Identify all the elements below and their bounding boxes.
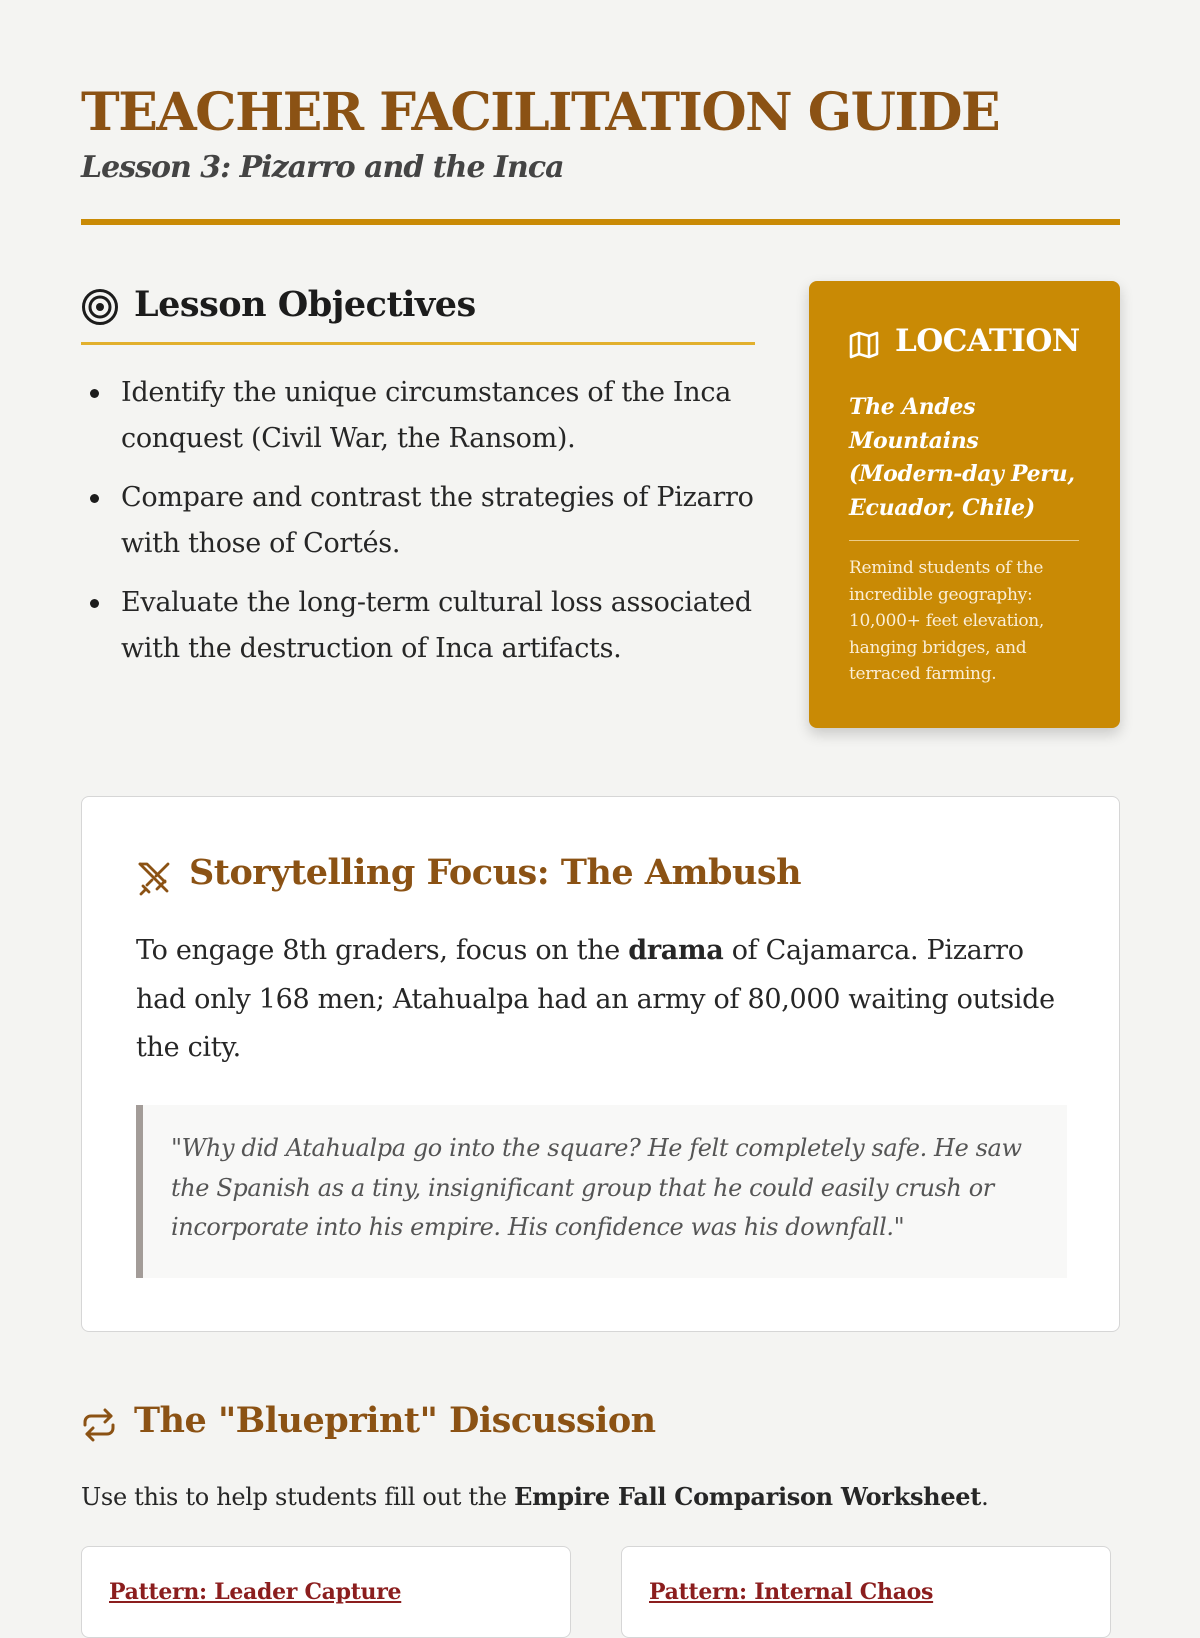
pattern-title: Pattern: Internal Chaos [649, 1579, 934, 1605]
storytelling-card [81, 796, 1120, 1332]
bullet-icon [90, 494, 99, 503]
blueprint-intro-text: Use this to help students fill out the [81, 1483, 515, 1511]
objectives-heading-text: Lesson Objectives [134, 284, 476, 325]
objective-text: Identify the unique circumstances of the Inca conquest (Civil War, the Ransom). [121, 377, 731, 454]
storytelling-body-text: of Cajamarca. Pizarro had only 168 men; Atahualpa had an army of 80,000 waiting outside the city. [136, 935, 1055, 1063]
storytelling-heading: Storytelling Focus: The Ambush [189, 852, 802, 893]
page-title: TEACHER FACILITATION GUIDE [81, 82, 1000, 143]
objective-item [81, 475, 761, 567]
teacher-quote [136, 1105, 1067, 1278]
quote-text: "Why did Atahualpa go into the square? He felt completely safe. He saw the Spanish as a tiny, insignificant group that he could easily crush or incorporate into his empire. His confidence was his downfall." [171, 1134, 1022, 1241]
blueprint-intro-text: . [981, 1483, 989, 1511]
bullet-icon [90, 389, 99, 398]
objective-item [81, 370, 761, 462]
objectives-heading [81, 284, 755, 345]
pattern-card [621, 1546, 1111, 1638]
blueprint-heading: The "Blueprint" Discussion [134, 1400, 656, 1441]
blueprint-intro [81, 1482, 988, 1511]
location-card [809, 281, 1120, 728]
storytelling-body [136, 927, 1056, 1073]
location-heading: LOCATION [895, 323, 1080, 359]
storytelling-body-bold: drama [628, 935, 724, 966]
objective-text: Compare and contrast the strategies of Pizarro with those of Cortés. [121, 482, 754, 559]
repeat-icon [81, 1408, 117, 1446]
bullet-icon [90, 599, 99, 608]
target-icon [81, 288, 119, 330]
worksheet-name: Empire Fall Comparison Worksheet [514, 1482, 982, 1511]
location-note: Remind students of the incredible geography: 10,000+ feet elevation, hanging bridges, and terraced farming. [849, 558, 1045, 684]
objective-item [81, 580, 761, 672]
map-icon [849, 331, 879, 363]
objective-text: Evaluate the long-term cultural loss associated with the destruction of Inca artifacts. [121, 587, 752, 664]
location-place: The Andes Mountains (Modern-day Peru, Ecuador, Chile) [849, 394, 1075, 521]
page-subtitle: Lesson 3: Pizarro and the Inca [81, 150, 564, 185]
storytelling-body-text: To engage 8th graders, focus on the [136, 935, 629, 966]
header-divider [81, 219, 1120, 225]
pattern-title: Pattern: Leader Capture [109, 1579, 402, 1605]
pattern-card [81, 1546, 571, 1638]
objectives-list [81, 370, 761, 685]
location-divider [849, 540, 1079, 541]
crossed-swords-icon [136, 860, 172, 900]
